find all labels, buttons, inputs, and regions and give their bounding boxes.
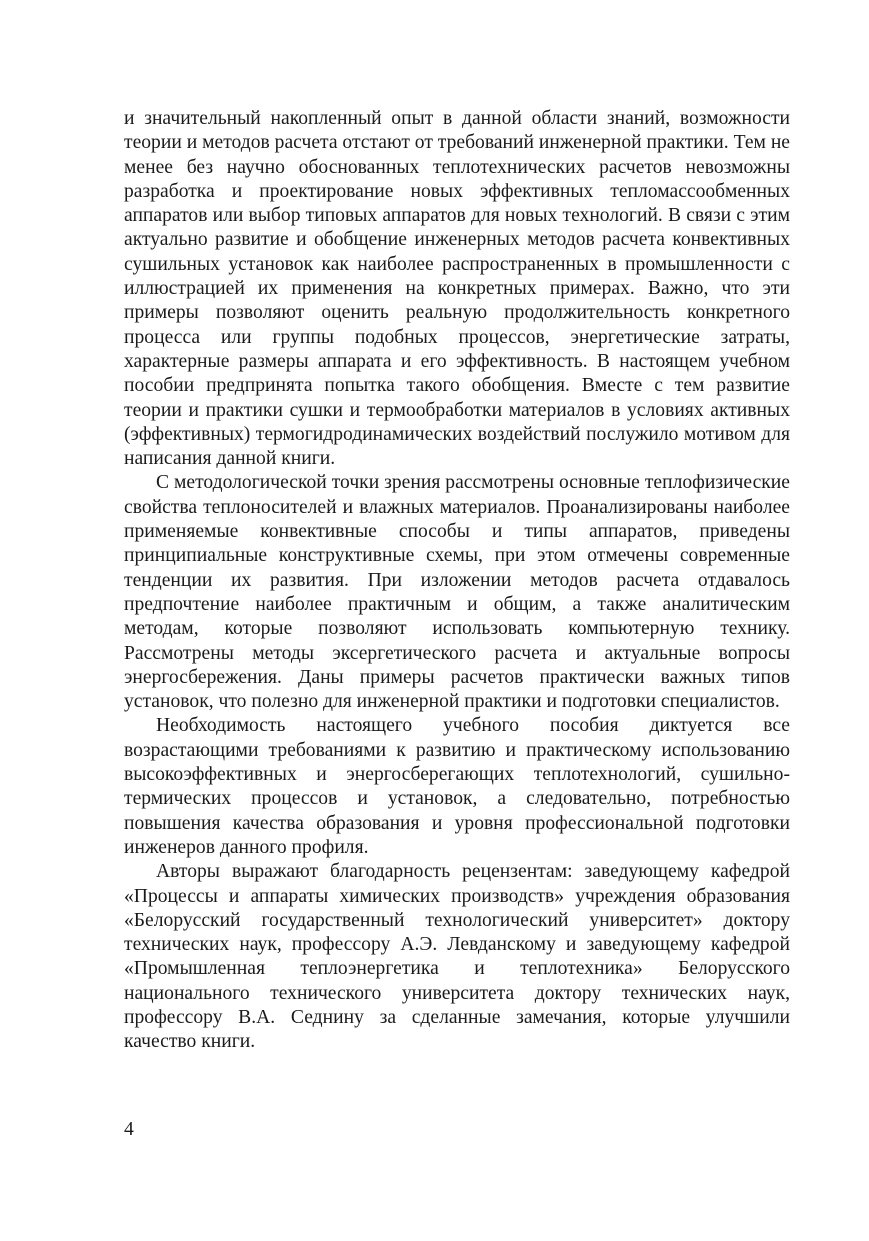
page-number: 4 bbox=[124, 1119, 134, 1140]
page-body bbox=[124, 107, 790, 1055]
paragraph-acknowledgements: Авторы выражают благодарность рецензентам: заведующему кафедрой «Процессы и аппараты химических производств» учреждения образования «Белорусский государственный технологический университет» доктору технических наук, профессору А.Э. Левданскому и заведующему кафедрой «Промышленная теплоэнергетика и теплотехника» Белорусского национального технического университета доктору технических наук, профессору В.А. Седнину за сделанные замечания, которые улучшили качество книги. bbox=[124, 861, 790, 1053]
paragraph-continuation: и значительный накопленный опыт в данной области знаний, возможности теории и методов расчета отстают от требований инженерной практики. Тем не менее без научно обоснованных теплотехнических расчетов невозможны разработка и проектирование новых эффективных тепломассообменных аппаратов или выбор типовых аппаратов для новых технологий. В связи с этим актуально развитие и обобщение инженерных методов расчета конвективных сушильных установок как наиболее распространенных в промышленности с иллюстрацией их применения на конкретных примерах. Важно, что эти примеры позволяют оценить реальную продолжительность конкретного процесса или группы подобных процессов, энергетические затраты, характерные размеры аппарата и его эффективность. В настоящем учебном пособии предпринята попытка такого обобщения. Вместе с тем развитие теории и практики сушки и термообработки материалов в условиях активных (эффективных) термогидродинамических воздействий послужило мотивом для написания данной книги. bbox=[124, 108, 790, 470]
paragraph-methodology: С методологической точки зрения рассмотрены основные теплофизические свойства теплоносителей и влажных материалов. Проанализированы наиболее применяемые конвективные способы и типы аппаратов, приведены принципиальные конструктивные схемы, при этом отмечены современные тенденции их развития. При изложении методов расчета отдавалось предпочтение наиболее практичным и общим, а также аналитическим методам, которые позволяют использовать компьютерную технику. Рассмотрены методы эксергетического расчета и актуальные вопросы энергосбережения. Даны примеры расчетов практически важных типов установок, что полезно для инженерной практики и подготовки специалистов. bbox=[124, 472, 790, 713]
paragraph-necessity: Необходимость настоящего учебного пособия диктуется все возрастающими требованиями к развитию и практическому использованию высокоэффективных и энергосберегающих теплотехнологий, сушильно-термических процессов и установок, а следовательно, потребностью повышения качества образования и уровня профессиональной подготовки инженеров данного профиля. bbox=[124, 715, 790, 858]
